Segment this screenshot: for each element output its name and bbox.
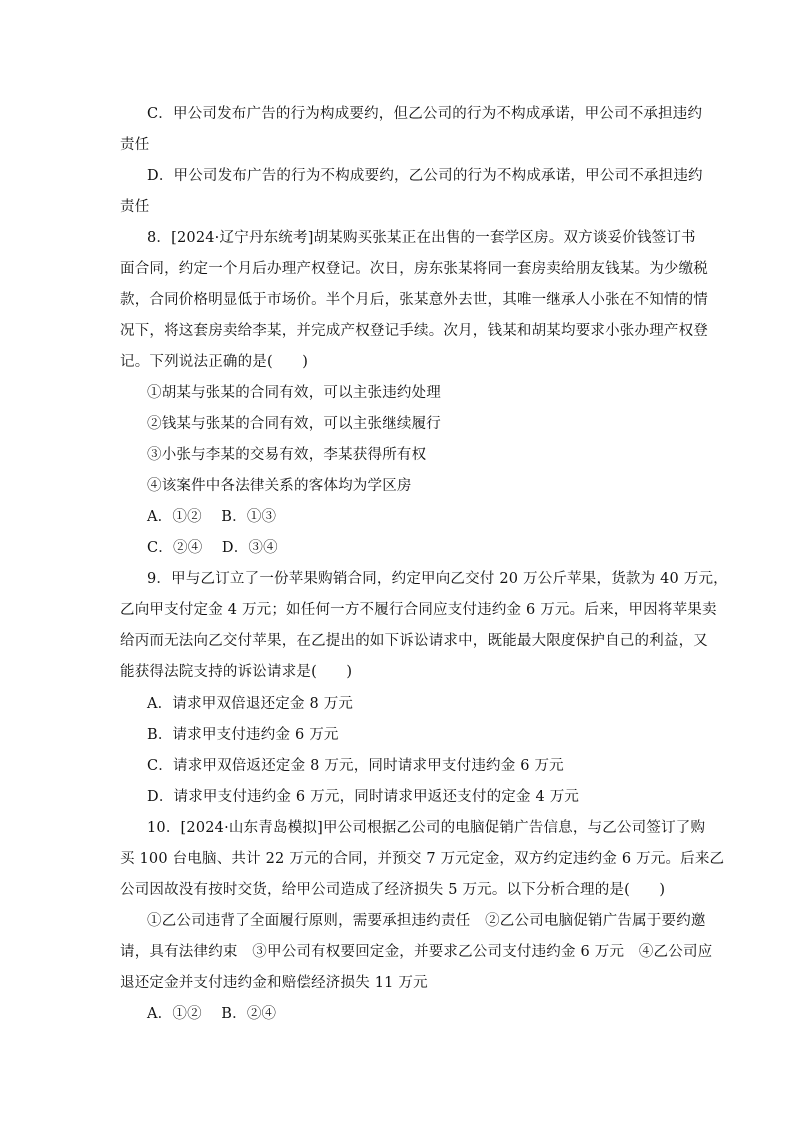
question-9-line-2: 乙向甲支付定金 4 万元；如任何一方不履行合同应支付违约金 6 万元。后来，甲因将苹果卖 bbox=[120, 602, 717, 618]
q8-statement-4: ④该案件中各法律关系的客体均为学区房 bbox=[147, 478, 412, 494]
q9-option-d: D．请求甲支付违约金 6 万元，同时请求甲返还支付的定金 4 万元 bbox=[147, 789, 580, 805]
question-9-line-3: 给丙而无法向乙交付苹果，在乙提出的如下诉讼请求中，既能最大限度保护自己的利益，又 bbox=[120, 633, 708, 649]
q10-options-ab: A．①② B．②④ bbox=[147, 1006, 277, 1022]
question-9-line-4: 能获得法院支持的诉讼请求是( ) bbox=[120, 664, 353, 680]
question-8-line-4: 况下，将这套房卖给李某，并完成产权登记手续。次月，钱某和胡某均要求小张办理产权登 bbox=[120, 323, 708, 339]
q9-option-c: C．请求甲双倍返还定金 8 万元，同时请求甲支付违约金 6 万元 bbox=[147, 758, 564, 774]
q9-option-b: B．请求甲支付违约金 6 万元 bbox=[147, 727, 339, 743]
q9-option-a: A．请求甲双倍退还定金 8 万元 bbox=[147, 696, 354, 712]
question-9-line-1: 9．甲与乙订立了一份苹果购销合同，约定甲向乙交付 20 万公斤苹果，货款为 40 万元， bbox=[147, 571, 728, 587]
question-8-line-1: 8．[2024·辽宁丹东统考]胡某购买张某正在出售的一套学区房。双方谈妥价钱签订书 bbox=[147, 230, 696, 246]
option-d-line-1: D．甲公司发布广告的行为不构成要约，乙公司的行为不构成承诺，甲公司不承担违约 bbox=[147, 168, 703, 184]
q10-statements-line-2: 请，具有法律约束 ③甲公司有权要回定金，并要求乙公司支付违约金 6 万元 ④乙公司应 bbox=[120, 944, 713, 960]
option-d-line-2: 责任 bbox=[120, 199, 150, 215]
option-c-line-2: 责任 bbox=[120, 137, 150, 153]
q10-statements-line-1: ①乙公司违背了全面履行原则，需要承担违约责任 ②乙公司电脑促销广告属于要约邀 bbox=[147, 913, 706, 929]
q8-statement-2: ②钱某与张某的合同有效，可以主张继续履行 bbox=[147, 416, 441, 432]
q8-statement-3: ③小张与李某的交易有效，李某获得所有权 bbox=[147, 447, 427, 463]
question-10-line-3: 公司因故没有按时交货，给甲公司造成了经济损失 5 万元。以下分析合理的是( ) bbox=[120, 882, 666, 898]
q8-statement-1: ①胡某与张某的合同有效，可以主张违约处理 bbox=[147, 385, 441, 401]
question-8-line-3: 款，合同价格明显低于市场价。半个月后，张某意外去世，其唯一继承人小张在不知情的情 bbox=[120, 292, 708, 308]
question-10-line-2: 买 100 台电脑、共计 22 万元的合同，并预交 7 万元定金，双方约定违约金 6 万元。后来乙 bbox=[120, 851, 725, 867]
question-8-line-5: 记。下列说法正确的是( ) bbox=[120, 354, 309, 370]
question-8-line-2: 面合同，约定一个月后办理产权登记。次日，房东张某将同一套房卖给朋友钱某。为少缴税 bbox=[120, 261, 708, 277]
q8-options-cd: C．②④ D．③④ bbox=[147, 540, 278, 556]
question-10-line-1: 10．[2024·山东青岛模拟]甲公司根据乙公司的电脑促销广告信息，与乙公司签订了购 bbox=[147, 820, 706, 836]
q10-statements-line-3: 退还定金并支付违约金和赔偿经济损失 11 万元 bbox=[120, 975, 428, 991]
option-c-line-1: C．甲公司发布广告的行为构成要约，但乙公司的行为不构成承诺，甲公司不承担违约 bbox=[147, 106, 703, 122]
q8-options-ab: A．①② B．①③ bbox=[147, 509, 277, 525]
